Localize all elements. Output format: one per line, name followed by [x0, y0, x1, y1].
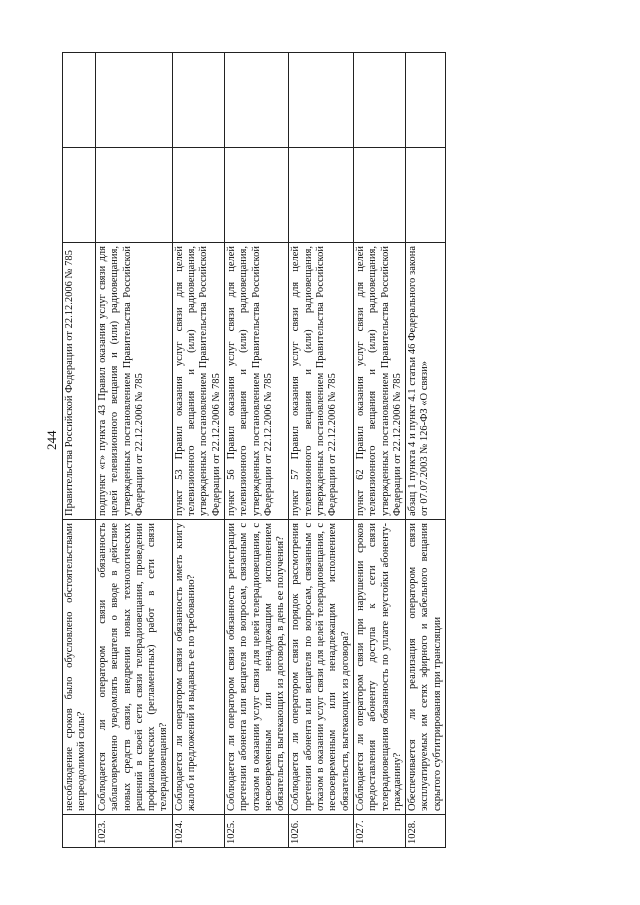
- note-cell: [289, 53, 353, 148]
- table-row: [289, 53, 353, 848]
- legal-reference-cell: пункт 53 Правил оказания услуг связи для целей телевизионного вещания и (или) радиовещания, утвержденных постановлением Правительства Российской Федерации от 22.12.2006 № 785: [172, 243, 224, 520]
- note-cell: [172, 53, 224, 148]
- question-cell: Обеспечивается ли реализация оператором связи эксплуатируемых им сетях эфирного и кабельного вещания скрытого субтитрирования при трансляции: [406, 520, 446, 815]
- note-cell: [406, 53, 446, 148]
- answer-cell: [289, 148, 353, 243]
- question-cell: Соблюдается ли оператором связи при нарушении сроков предоставления абоненту доступа к сети связи телерадиовещания обязанность по уплате неустойки абоненту-гражданину?: [353, 520, 405, 815]
- legal-reference-cell: Правительства Российской Федерации от 22.12.2006 № 785: [63, 243, 96, 520]
- row-number-cell: 1027.: [353, 815, 405, 848]
- answer-cell: [96, 148, 173, 243]
- legal-reference-cell: пункт 56 Правил оказания услуг связи для целей телевизионного вещания и (или) радиовещания, утвержденных постановлением Правительства Российской Федерации от 22.12.2006 № 785: [224, 243, 288, 520]
- legal-reference-cell: абзац 1 пункта 4 и пункт 4.1 статьи 46 Федерального закона от 07.07.2003 № 126-ФЗ «О связи»: [406, 243, 446, 520]
- row-number-cell: 1023.: [96, 815, 173, 848]
- row-number-cell: 1024.: [172, 815, 224, 848]
- row-number-cell: 1026.: [289, 815, 353, 848]
- table-row: [224, 53, 288, 848]
- question-cell: Соблюдается ли оператором связи порядок рассмотрения претензии абонента или вещателя по вопросам, связанным с отказом в оказании услуг связи для целей телерадиовещания, с несвоевременным или ненадлежащим исполнением обязательств, вытекающих из договора?: [289, 520, 353, 815]
- note-cell: [96, 53, 173, 148]
- question-cell: Соблюдается ли оператором связи обязанность иметь книгу жалоб и предложений и выдавать ее по требованию?: [172, 520, 224, 815]
- table-row: [172, 53, 224, 848]
- table-row: [353, 53, 405, 848]
- answer-cell: [224, 148, 288, 243]
- table-row: [406, 53, 446, 848]
- answer-cell: [353, 148, 405, 243]
- row-number-cell: [63, 815, 96, 848]
- legal-reference-cell: пункт 62 Правил оказания услуг связи для целей телевизионного вещания и (или) радиовещания, утвержденных постановлением Правительства Российской Федерации от 22.12.2006 № 785: [353, 243, 405, 520]
- table-row: [96, 53, 173, 848]
- question-cell: Соблюдается ли оператором связи обязанность регистрации претензии абонента или вещателя по вопросам, связанным с отказом в оказании услуг связи для целей телерадиовещания, с несвоевременным или ненадлежащим исполнением обязательств, вытекающих из договора, в день ее получения?: [224, 520, 288, 815]
- note-cell: [353, 53, 405, 148]
- requirements-table: [62, 52, 446, 848]
- row-number-cell: 1025.: [224, 815, 288, 848]
- answer-cell: [406, 148, 446, 243]
- question-cell: несоблюдение сроков было обусловлено обстоятельствами непреодолимой силы?: [63, 520, 96, 815]
- legal-reference-cell: пункт 57 Правил оказания услуг связи для целей телевизионного вещания и (или) радиовещания, утвержденных постановлением Правительства Российской Федерации от 22.12.2006 № 785: [289, 243, 353, 520]
- answer-cell: [63, 148, 96, 243]
- question-cell: Соблюдается ли оператором связи обязанность заблаговременно уведомлять вещателя о вводе в действие новых средств связи, внедрении новых технологических решений в своей сети связи телерадиовещания, проведении профилактических (регламентных) работ в сети связи телерадиовещания?: [96, 520, 173, 815]
- row-number-cell: 1028.: [406, 815, 446, 848]
- page-number: 244: [44, 430, 59, 450]
- table-row-continued: [63, 53, 96, 848]
- answer-cell: [172, 148, 224, 243]
- note-cell: [63, 53, 96, 148]
- rotated-page-content: [62, 88, 562, 848]
- legal-reference-cell: подпункт «г» пункта 43 Правил оказания услуг связи для целей телевизионного вещания и (или) радиовещания, утвержденных постановлением Правительства Российской Федерации от 22.12.2006 № 785: [96, 243, 173, 520]
- note-cell: [224, 53, 288, 148]
